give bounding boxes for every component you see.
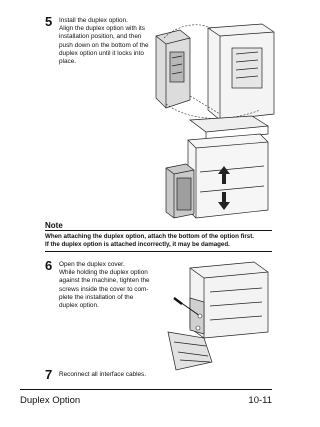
step-5-line: Install the duplex option.	[59, 17, 128, 24]
duplex-install-illustration	[150, 18, 278, 126]
footer-section-title: Duplex Option	[20, 395, 81, 406]
step-6-text	[59, 261, 150, 310]
duplex-attached-illustration	[160, 112, 272, 222]
step-5-line: place.	[59, 58, 77, 66]
note-text	[45, 233, 275, 249]
step-6-line: against the machine, tighten the	[59, 277, 150, 285]
step-6-line: plete the installation of the	[59, 293, 134, 301]
footer-rule	[20, 389, 272, 390]
step-7-number: 7	[45, 367, 53, 382]
note-top-rule	[45, 230, 272, 231]
note-bottom-rule	[45, 251, 272, 252]
step-6-line: duplex option.	[59, 302, 99, 310]
step-6-number: 6	[45, 258, 53, 273]
step-6-line: Open the duplex cover.	[59, 261, 125, 268]
footer-page-number: 10-11	[248, 395, 272, 406]
step-5-line: push down on the bottom of the	[59, 41, 149, 49]
step-7-line: Reconnect all interface cables.	[59, 371, 147, 378]
step-6-line: While holding the duplex option	[59, 269, 148, 277]
step-6-line: screws inside the cover to com-	[59, 285, 149, 293]
step-5-text	[59, 17, 149, 66]
step-5-line: Align the duplex option with its	[59, 25, 145, 33]
step-5-line: installation position, and then	[59, 33, 142, 41]
note-line: If the duplex option is attached incorrectly, it may be damaged.	[45, 241, 230, 249]
note-title: Note	[45, 221, 63, 230]
note-line: When attaching the duplex option, attach the bottom of the option first.	[45, 233, 254, 240]
step-7-text	[59, 371, 146, 379]
duplex-screws-illustration	[160, 258, 272, 374]
step-5-line: duplex option until it locks into	[59, 49, 144, 57]
step-5-number: 5	[45, 14, 53, 29]
